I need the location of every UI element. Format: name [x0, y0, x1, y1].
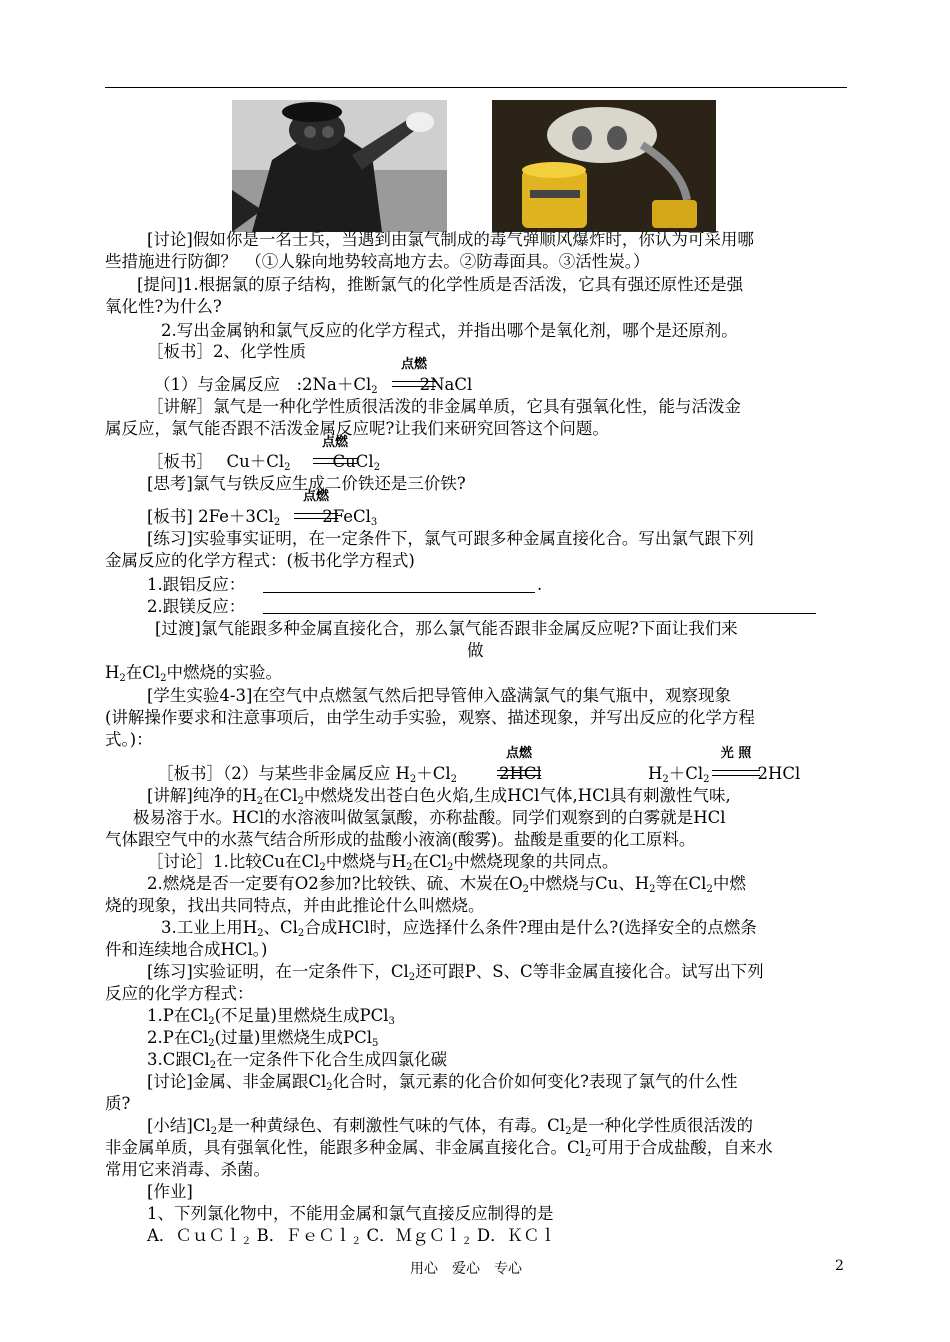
explain-hcl-line3: 气体跟空气中的水蒸气结合所形成的盐酸小液滴(酸雾)。盐酸是重要的化工原料。: [105, 830, 696, 849]
equation-cu-cl2: ［板书］ $Cu+Cl_2$ CuCl$_2$: [147, 452, 381, 473]
condition-light: 光 照: [720, 746, 752, 761]
condition-ignite-2: 点燃: [321, 435, 348, 450]
exercise-2-item3: 3.C跟$Cl_2$在一定条件下化合生成四氯化碳: [147, 1050, 448, 1071]
explain-hcl-line2: 极易溶于水。HCl的水溶液叫做氢氯酸，亦称盐酸。同学们观察到的白雾就是HCl: [133, 808, 726, 827]
condition-ignite-3: 点燃: [302, 489, 329, 504]
exercise-2-line2: 反应的化学方程式：: [105, 984, 254, 1003]
equation-fe-cl2: [板书] $2Fe+3Cl_2$ 2FeCl$_3$: [147, 507, 378, 528]
exercise-2-item1: 1.P在$Cl_2$(不足量)里燃烧生成PCl$_3$: [147, 1006, 395, 1027]
magnesium-answer-blank: [263, 613, 816, 614]
discussion-1-line1: [讨论]假如你是一名士兵，当遇到由氯气制成的毒气弹顺风爆炸时，你认为可采用哪: [147, 230, 754, 249]
question-line1: [提问]1.根据氯的原子结构，推断氯气的化学性质是否活泼，它具有强还原性还是强: [137, 275, 744, 294]
equals-sign-4: [497, 770, 541, 776]
page-number: 2: [835, 1258, 844, 1274]
question-2: 2.写出金属钠和氯气反应的化学方程式，并指出哪个是氧化剂，哪个是还原剂。: [161, 321, 738, 340]
summary-line1: [小结]$Cl_2$是一种黄绿色、有刺激性气味的气体，有毒。$Cl_2$是一种化学性质很活泼的: [147, 1116, 753, 1137]
summary-line2: 非金属单质，具有强氧化性，能跟多种金属、非金属直接化合。$Cl_2$可用于合成盐酸，自来水: [105, 1138, 773, 1159]
equals-sign-5: [712, 770, 760, 776]
equation-h2-cl2-light: $H_2+Cl_2$ 2HCl: [648, 764, 801, 785]
discussion-2-item3-line2: 件和连续地合成HCl。): [105, 940, 268, 959]
equation-h2-cl2-ignite: ［板书］（2）与某些非金属反应 $H_2+Cl_2$ 2HCl: [157, 764, 542, 785]
equals-sign-3: [294, 513, 338, 519]
question-line2: 氧化性?为什么?: [105, 297, 222, 316]
aluminum-period: .: [537, 575, 543, 594]
magnesium-reaction-label: 2.跟镁反应：: [147, 597, 246, 616]
homework-options: A．ＣｕＣｌ$_2$ B．ＦｅＣｌ$_2$ C．ＭｇＣｌ$_2$ D．ＫＣｌ: [147, 1226, 557, 1247]
student-experiment-line3: 式。)：: [105, 730, 153, 749]
discussion-1-line2: 些措施进行防御？ （①人躲向地势较高地方去。②防毒面具。③活性炭。）: [105, 252, 650, 271]
aluminum-reaction-label: 1.跟铝反应：: [147, 575, 246, 594]
board-chemical-properties: ［板书］2、化学性质: [147, 342, 306, 361]
discussion-3-line2: 质?: [105, 1094, 131, 1113]
discussion-2-item1: ［讨论］1.比较Cu在$Cl_2$中燃烧与$H_2$在$Cl_2$中燃烧现象的共同点。: [147, 852, 619, 873]
gas-mask-canister-icon: [492, 100, 716, 232]
discussion-2-item2-line2: 烧的现象，找出共同特点，并由此推论什么叫燃烧。: [105, 896, 485, 915]
student-experiment-line1: [学生实验4-3]在空气中点燃氢气然后把导管伸入盛满氯气的集气瓶中，观察现象: [147, 686, 731, 705]
transition-line1: [过渡]氯气能跟多种金属直接化合，那么氯气能否跟非金属反应呢?下面让我们来: [155, 619, 738, 638]
soldier-gas-mask-icon: [232, 100, 447, 232]
equals-sign-1: [392, 381, 436, 387]
student-experiment-line2: (讲解操作要求和注意事项后，由学生动手实验，观察、描述现象，并写出反应的化学方程: [105, 708, 755, 727]
equals-sign-2: [313, 458, 357, 464]
condition-ignite-1: 点燃: [400, 357, 427, 372]
explain-hcl-line1: [讲解]纯净的$H_2$在$Cl_2$中燃烧发出苍白色火焰,生成HCl气体,HCl具有刺激性气味,: [147, 786, 731, 807]
soldier-gas-mask-photo: [232, 100, 447, 232]
discussion-3-line1: [讨论]金属、非金属跟$Cl_2$化合时，氯元素的化合价如何变化?表现了氯气的什么性: [147, 1072, 738, 1093]
discussion-2-item2-line1: 2.燃烧是否一定要有O2参加?比较铁、硫、木炭在$O_2$中燃烧与Cu、$H_2$等在$Cl_2$中燃: [147, 874, 746, 895]
explain-line2: 属反应，氯气能否跟不活泼金属反应呢?让我们来研究回答这个问题。: [105, 419, 609, 438]
explain-line1: ［讲解］氯气是一种化学性质很活泼的非金属单质，它具有强氧化性，能与活泼金: [147, 397, 741, 416]
footer-motto: 用心 爱心 专心: [410, 1261, 522, 1277]
aluminum-answer-blank: [263, 592, 535, 593]
homework-heading: [作业]: [147, 1182, 193, 1201]
exercise-1-line1: [练习]实验事实证明，在一定条件下，氯气可跟多种金属直接化合。写出氯气跟下列: [147, 529, 754, 548]
transition-line2: 做: [467, 641, 484, 660]
exercise-1-line2: 金属反应的化学方程式：(板书化学方程式): [105, 551, 415, 570]
transition-line3: $H_2$在$Cl_2$中燃烧的实验。: [105, 663, 283, 684]
think-iron: [思考]氯气与铁反应生成二价铁还是三价铁?: [147, 474, 466, 493]
summary-line3: 常用它来消毒、杀菌。: [105, 1160, 270, 1179]
discussion-2-item3-line1: 3.工业上用$H_2$、$Cl_2$合成HCl时，应选择什么条件?理由是什么?(选择安全的点燃条: [161, 918, 757, 939]
exercise-2-line1: [练习]实验证明，在一定条件下，$Cl_2$还可跟P、S、C等非金属直接化合。试写出下列: [147, 962, 764, 983]
homework-question-1: 1、下列氯化物中，不能用金属和氯气直接反应制得的是: [147, 1204, 554, 1223]
gas-mask-canister-photo: [492, 100, 716, 232]
equation-na-cl2: （1）与金属反应 $:2Na+Cl_2$ 2NaCl: [154, 375, 473, 396]
exercise-2-item2: 2.P在$Cl_2$(过量)里燃烧生成PCl$_5$: [147, 1028, 379, 1049]
condition-ignite-4: 点燃: [505, 746, 532, 761]
header-rule: [105, 87, 847, 88]
